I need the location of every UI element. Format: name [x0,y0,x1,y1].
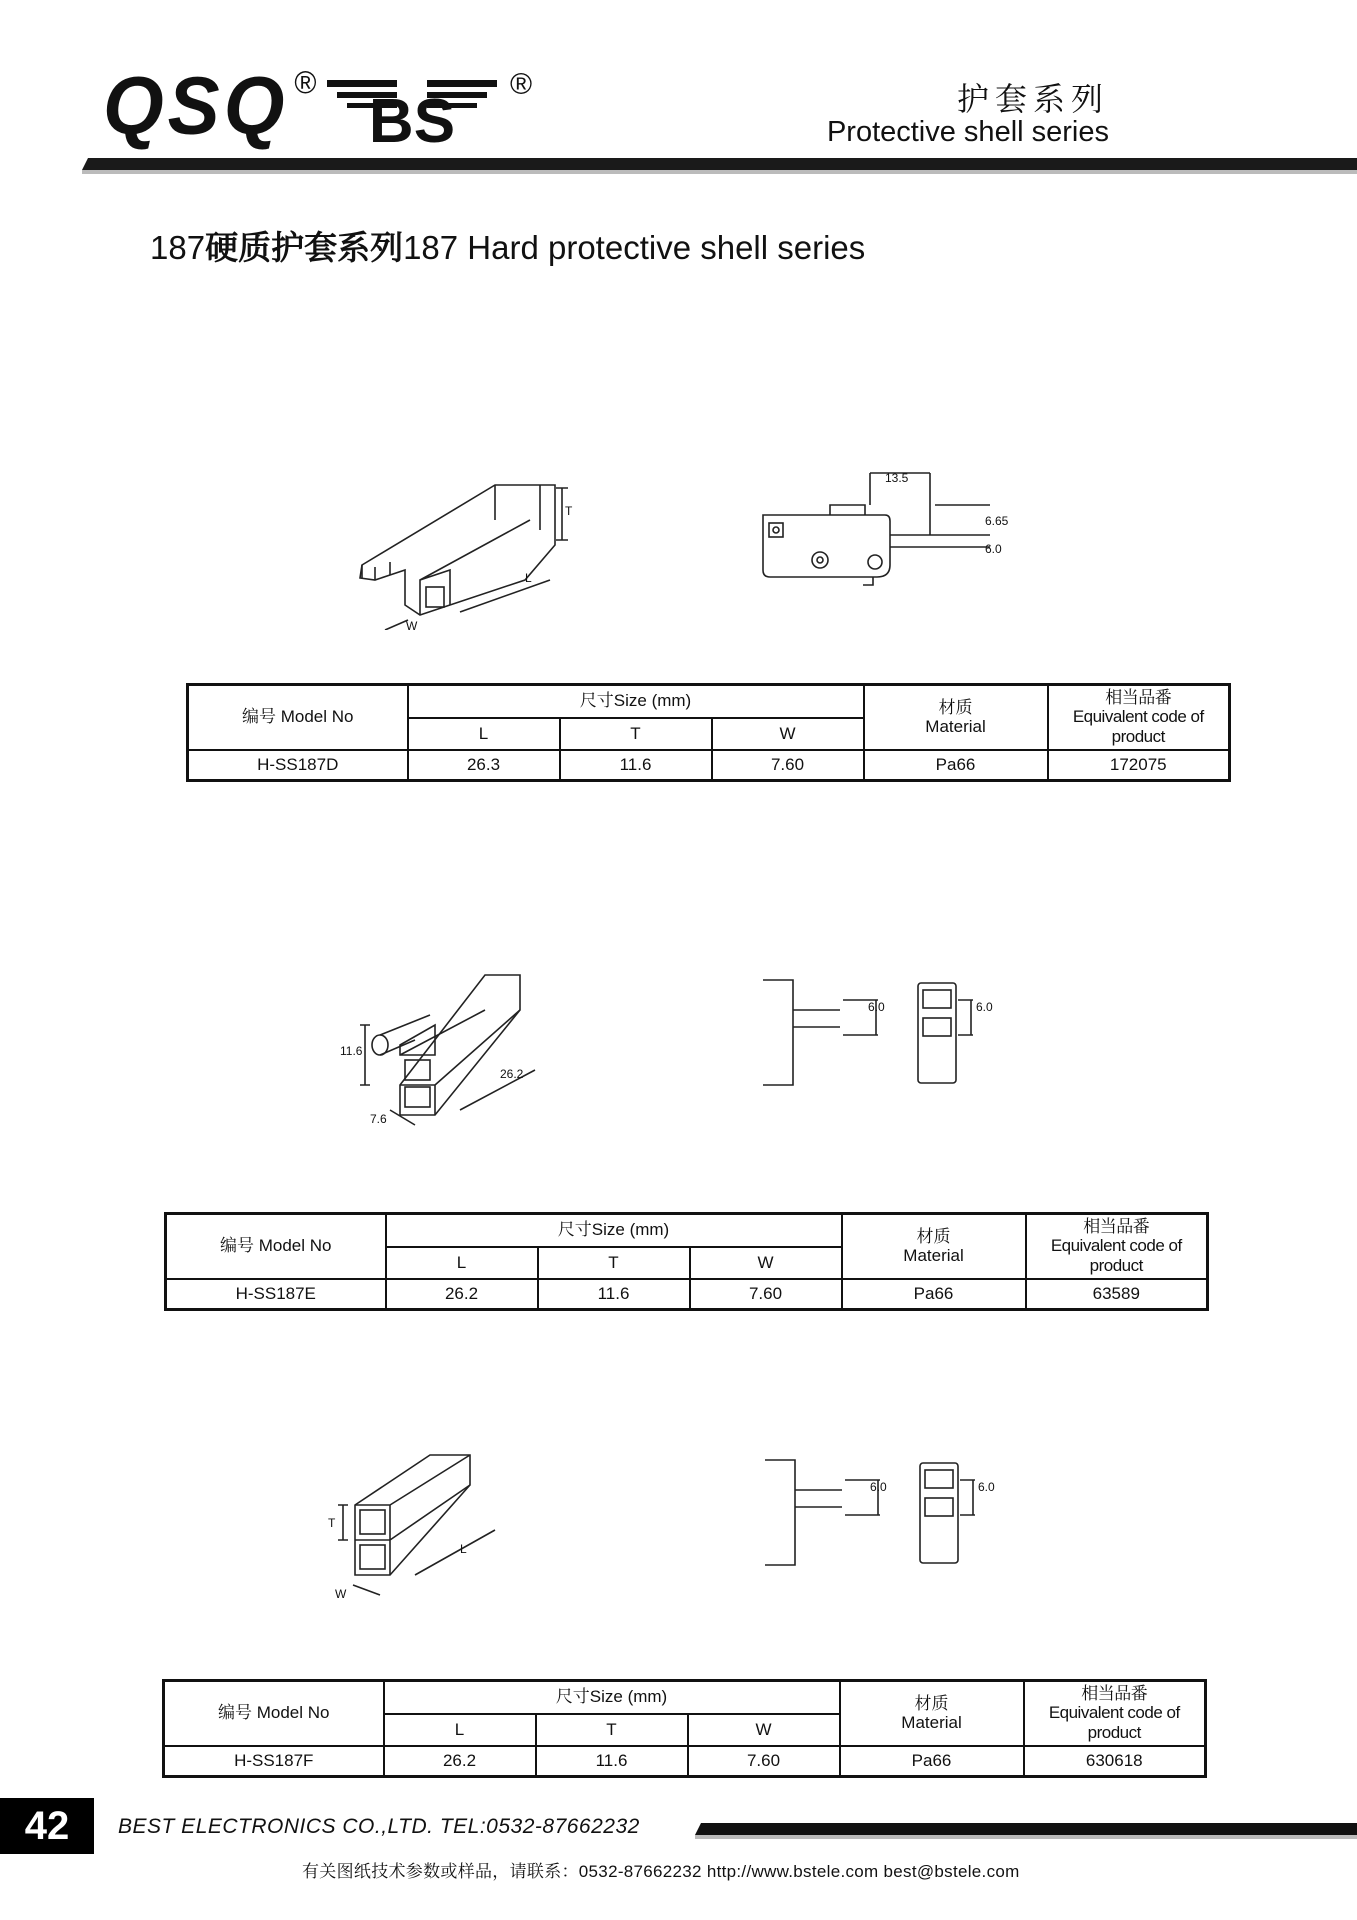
svg-text:L: L [460,1542,467,1556]
brand-logo-qsq: QSQ ® [103,58,321,152]
svg-text:T: T [328,1516,336,1530]
svg-text:13.5: 13.5 [885,471,909,485]
header-model: 编号 Model No [166,1214,386,1279]
cell-w: 7.60 [688,1746,840,1777]
product-f-side-view [760,1455,1020,1575]
cell-equivalent: 63589 [1026,1279,1208,1310]
cell-equivalent: 172075 [1048,750,1230,781]
header-rule-shadow [82,170,1357,174]
cell-l: 26.3 [408,750,560,781]
cell-equivalent: 630618 [1024,1746,1206,1777]
cell-model: H-SS187D [188,750,408,781]
svg-text:6.0: 6.0 [976,1000,993,1014]
product-e-side-view [758,975,1018,1095]
spec-table-h-ss187e [164,1212,1209,1311]
footer-company: BEST ELECTRONICS CO.,LTD. TEL:0532-87662232 [118,1815,640,1838]
header-l: L [384,1714,536,1746]
header-model: 编号 Model No [188,685,408,750]
cell-t: 11.6 [538,1279,690,1310]
spec-table-h-ss187d [186,683,1231,782]
header-equivalent: 相当品番 Equivalent code of product [1026,1214,1208,1279]
header-size: 尺寸Size (mm) [384,1681,840,1714]
svg-text:BS: BS [368,87,456,152]
spec-table-h-ss187f [162,1679,1207,1778]
table-row [164,1746,1206,1777]
product-d-drawing [350,470,590,630]
svg-text:6.65: 6.65 [985,514,1009,528]
product-f-drawing [325,1445,515,1605]
svg-text:T: T [565,504,573,518]
svg-text:6.0: 6.0 [868,1000,885,1014]
header-l: L [408,718,560,750]
header-t: T [538,1247,690,1279]
cell-t: 11.6 [560,750,712,781]
cell-l: 26.2 [384,1746,536,1777]
header-w: W [688,1714,840,1746]
header-equivalent: 相当品番 Equivalent code of product [1024,1681,1206,1746]
table-row [188,750,1230,781]
svg-text:6.0: 6.0 [978,1480,995,1494]
svg-text:6.0: 6.0 [985,542,1002,556]
svg-text:26.2: 26.2 [500,1067,524,1081]
header-size: 尺寸Size (mm) [386,1214,842,1247]
header-l: L [386,1247,538,1279]
registered-mark: ® [510,68,533,101]
bs-logo [322,68,542,152]
cell-material: Pa66 [840,1746,1024,1777]
footer-rule-shadow [695,1835,1357,1839]
header-size: 尺寸Size (mm) [408,685,864,718]
product-d-side-view [755,465,1025,605]
cell-w: 7.60 [690,1279,842,1310]
svg-text:L: L [525,571,532,585]
header-material: 材质 Material [842,1214,1026,1279]
header-t: T [560,718,712,750]
header-material: 材质 Material [840,1681,1024,1746]
header-equivalent: 相当品番 Equivalent code of product [1048,685,1230,750]
svg-text:11.6: 11.6 [340,1044,363,1058]
cell-material: Pa66 [864,750,1048,781]
cell-w: 7.60 [712,750,864,781]
cell-model: H-SS187F [164,1746,384,1777]
cell-t: 11.6 [536,1746,688,1777]
header-rule [82,158,1357,170]
header-w: W [690,1247,842,1279]
header-material: 材质 Material [864,685,1048,750]
footer-contact: 有关图纸技术参数或样品，请联系：0532-87662232 http://www.bstele.com best@bstele.com [302,1862,1020,1881]
svg-text:6.0: 6.0 [870,1480,887,1494]
svg-text:W: W [406,619,418,630]
header-category-cn: 护套系列 [956,81,1109,117]
table-row [166,1279,1208,1310]
header-w: W [712,718,864,750]
product-e-drawing [335,965,555,1135]
header-t: T [536,1714,688,1746]
cell-material: Pa66 [842,1279,1026,1310]
page-title: 187硬质护套系列187 Hard protective shell series [150,228,866,267]
cell-l: 26.2 [386,1279,538,1310]
header-model: 编号 Model No [164,1681,384,1746]
cell-model: H-SS187E [166,1279,386,1310]
page-number: 42 [0,1798,94,1854]
header-category-en: Protective shell series [826,116,1109,148]
svg-text:W: W [335,1587,347,1601]
footer-rule [695,1823,1357,1835]
svg-text:7.6: 7.6 [370,1112,387,1126]
